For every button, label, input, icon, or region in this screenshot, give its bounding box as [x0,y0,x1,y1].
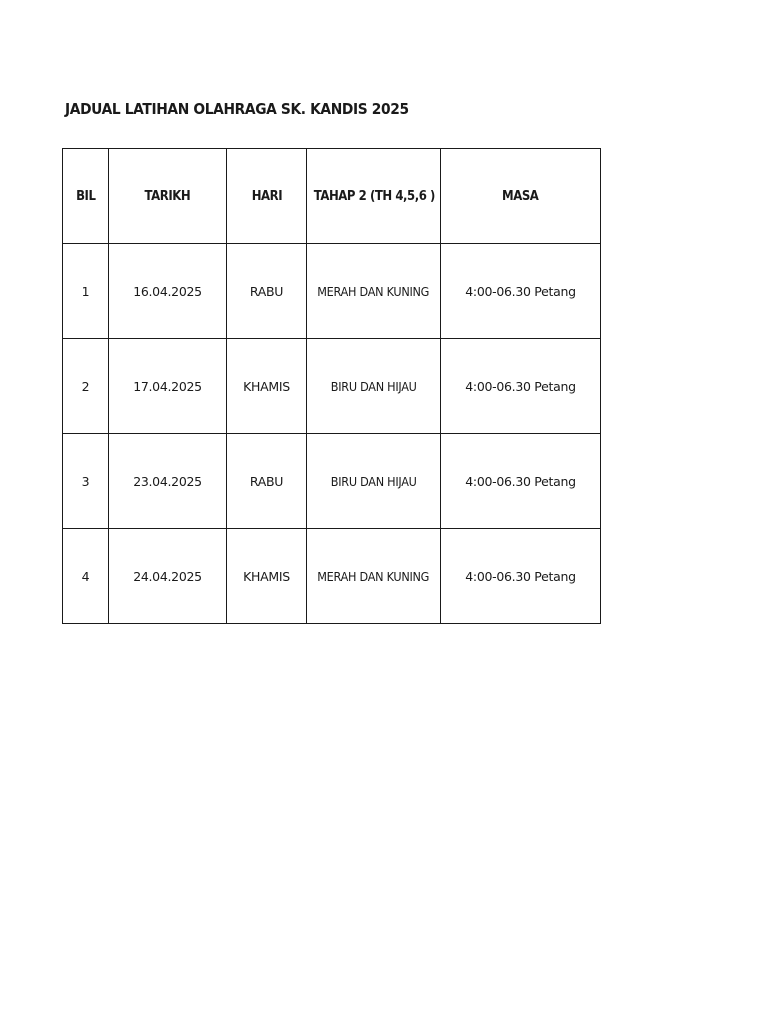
cell-tahap-text: BIRU DAN HIJAU [330,378,417,394]
header-tahap [307,149,441,244]
cell-bil: 4 [63,529,109,624]
header-hari-label: HARI [251,188,282,204]
cell-tahap [307,244,441,339]
header-tarikh [109,149,227,244]
header-masa-label: MASA [502,188,539,204]
cell-tarikh: 24.04.2025 [109,529,227,624]
cell-tahap [307,339,441,434]
header-masa [441,149,601,244]
cell-masa: 4:00-06.30 Petang [441,244,601,339]
cell-tahap-text: MERAH DAN KUNING [317,568,430,584]
cell-tarikh: 23.04.2025 [109,434,227,529]
cell-tahap-text: BIRU DAN HIJAU [330,473,417,489]
cell-masa: 4:00-06.30 Petang [441,339,601,434]
cell-bil: 2 [63,339,109,434]
document-title: JADUAL LATIHAN OLAHRAGA SK. KANDIS 2025 [65,100,409,118]
cell-tahap [307,434,441,529]
cell-hari: RABU [227,434,307,529]
table-row [63,339,601,434]
cell-tarikh: 17.04.2025 [109,339,227,434]
cell-hari: RABU [227,244,307,339]
cell-tahap [307,529,441,624]
cell-masa: 4:00-06.30 Petang [441,529,601,624]
table-row [63,434,601,529]
cell-tarikh: 16.04.2025 [109,244,227,339]
schedule-table [62,148,601,624]
table-header-row [63,149,601,244]
cell-bil: 1 [63,244,109,339]
header-tahap-label: TAHAP 2 (TH 4,5,6 ) [313,188,435,204]
cell-masa: 4:00-06.30 Petang [441,434,601,529]
table-row [63,529,601,624]
header-tarikh-label: TARIKH [144,188,191,204]
table-row [63,244,601,339]
header-bil-label: BIL [75,188,96,204]
header-bil [63,149,109,244]
cell-hari: KHAMIS [227,529,307,624]
cell-tahap-text: MERAH DAN KUNING [317,283,430,299]
cell-bil: 3 [63,434,109,529]
cell-hari: KHAMIS [227,339,307,434]
header-hari [227,149,307,244]
